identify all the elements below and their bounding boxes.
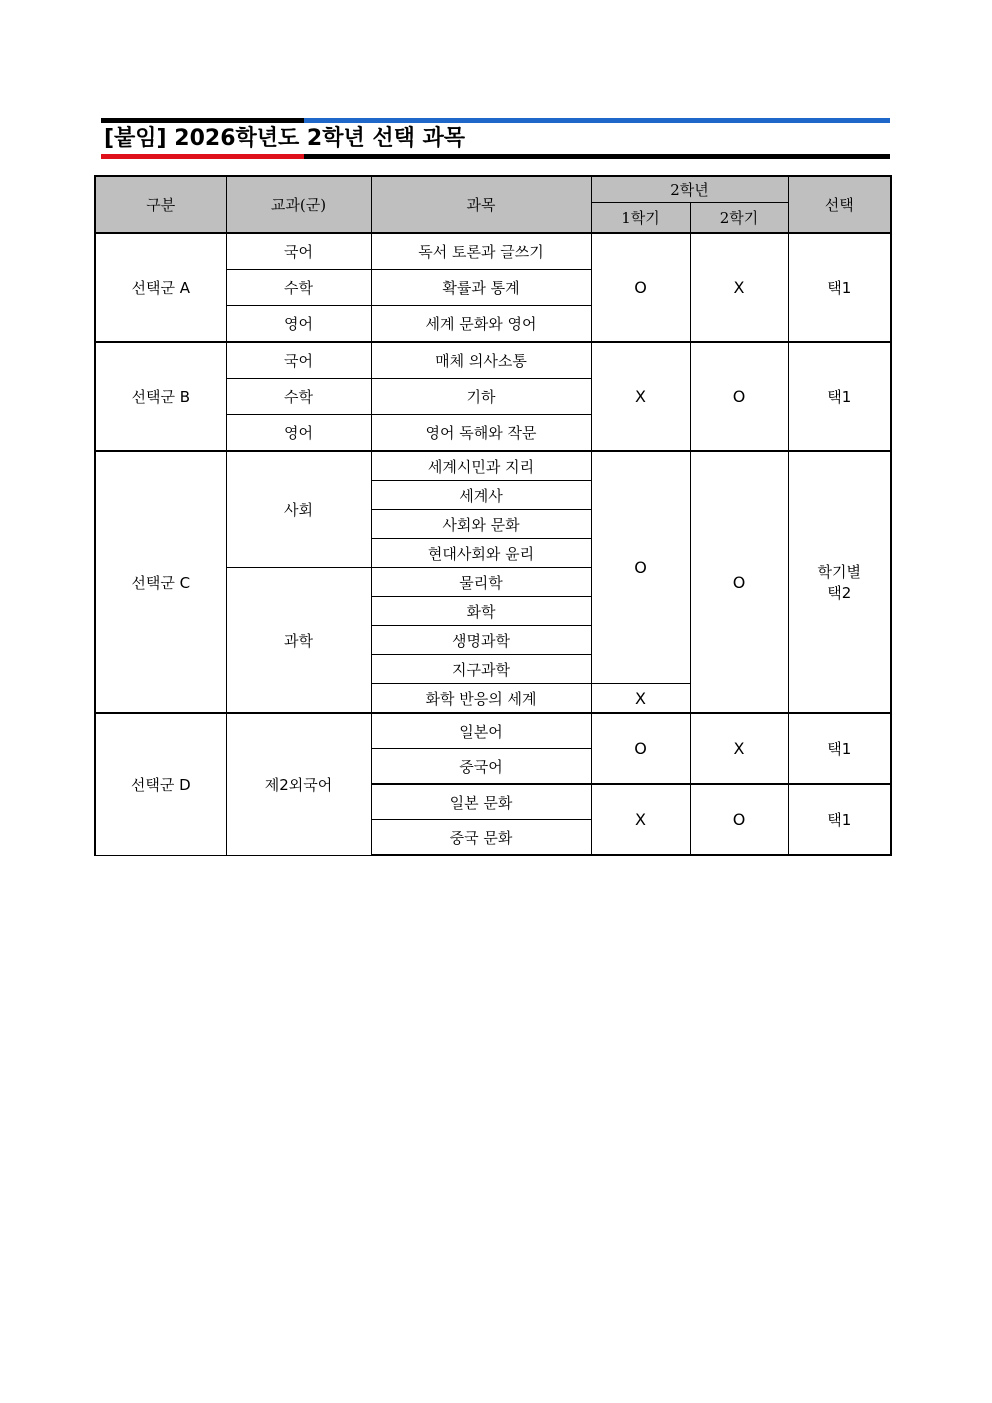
header-grade: 2학년 [591, 176, 788, 203]
header-semester-2: 2학기 [690, 203, 788, 234]
group-c-selection-line-2: 택2 [827, 584, 852, 602]
group-d-course-4: 중국 문화 [371, 820, 591, 856]
group-d-bottom-semester-2: O [690, 784, 788, 855]
group-b-selection: 택1 [788, 342, 891, 451]
table-row [95, 233, 891, 270]
group-d-course-2: 중국어 [371, 749, 591, 785]
group-a-semester-2: X [690, 233, 788, 342]
group-a-selection: 택1 [788, 233, 891, 342]
group-c-course-2: 세계사 [371, 481, 591, 510]
group-c-semester-1: O [591, 451, 690, 684]
title-rule-bottom-red [101, 154, 304, 159]
group-c-course-7: 생명과학 [371, 626, 591, 655]
group-c-semester-1-last: X [591, 684, 690, 714]
group-c-subject-science: 과학 [226, 568, 371, 714]
group-c-subject-social: 사회 [226, 451, 371, 568]
table-row [95, 713, 891, 749]
group-d-top-semester-1: O [591, 713, 690, 784]
group-a-semester-1: O [591, 233, 690, 342]
title-rule-top-black [101, 118, 304, 123]
group-b-label: 선택군 B [95, 342, 226, 451]
group-c-semester-2: O [690, 451, 788, 713]
group-d-top-selection: 택1 [788, 713, 891, 784]
group-d-label: 선택군 D [95, 713, 226, 855]
group-a-course-2: 확률과 통계 [371, 270, 591, 306]
table-row [95, 451, 891, 481]
group-a-course-3: 세계 문화와 영어 [371, 306, 591, 343]
group-b-subject-3: 영어 [226, 415, 371, 452]
group-d-course-1: 일본어 [371, 713, 591, 749]
title-rule-top-blue [304, 118, 890, 123]
group-c-selection [788, 451, 891, 713]
group-d-bottom-semester-1: X [591, 784, 690, 855]
title-rule-bottom-black [304, 154, 890, 159]
group-d-bottom-selection: 택1 [788, 784, 891, 855]
group-c-course-4: 현대사회와 윤리 [371, 539, 591, 568]
group-a-label: 선택군 A [95, 233, 226, 342]
group-a-subject-1: 국어 [226, 233, 371, 270]
table-row [95, 342, 891, 379]
group-c-course-8: 지구과학 [371, 655, 591, 684]
header-course: 과목 [371, 176, 591, 233]
group-b-course-2: 기하 [371, 379, 591, 415]
group-b-subject-2: 수학 [226, 379, 371, 415]
group-b-subject-1: 국어 [226, 342, 371, 379]
group-b-semester-2: O [690, 342, 788, 451]
header-selection: 선택 [788, 176, 891, 233]
group-b-course-3: 영어 독해와 작문 [371, 415, 591, 452]
group-a-subject-2: 수학 [226, 270, 371, 306]
group-c-course-9: 화학 반응의 세계 [371, 684, 591, 714]
group-a-course-1: 독서 토론과 글쓰기 [371, 233, 591, 270]
group-c-course-5: 물리학 [371, 568, 591, 597]
elective-course-table [94, 175, 892, 856]
header-subject-group: 교과(군) [226, 176, 371, 233]
group-d-subject: 제2외국어 [226, 713, 371, 855]
group-d-course-3: 일본 문화 [371, 784, 591, 820]
group-d-top-semester-2: X [690, 713, 788, 784]
group-c-label: 선택군 C [95, 451, 226, 713]
title-bar [101, 118, 890, 160]
group-b-semester-1: X [591, 342, 690, 451]
document-title: [붙임] 2026학년도 2학년 선택 과목 [104, 126, 466, 151]
group-c-course-6: 화학 [371, 597, 591, 626]
group-a-subject-3: 영어 [226, 306, 371, 343]
group-b-course-1: 매체 의사소통 [371, 342, 591, 379]
group-c-course-1: 세계시민과 지리 [371, 451, 591, 481]
header-division: 구분 [95, 176, 226, 233]
group-c-selection-line-1: 학기별 [817, 563, 861, 581]
header-semester-1: 1학기 [591, 203, 690, 234]
group-c-course-3: 사회와 문화 [371, 510, 591, 539]
